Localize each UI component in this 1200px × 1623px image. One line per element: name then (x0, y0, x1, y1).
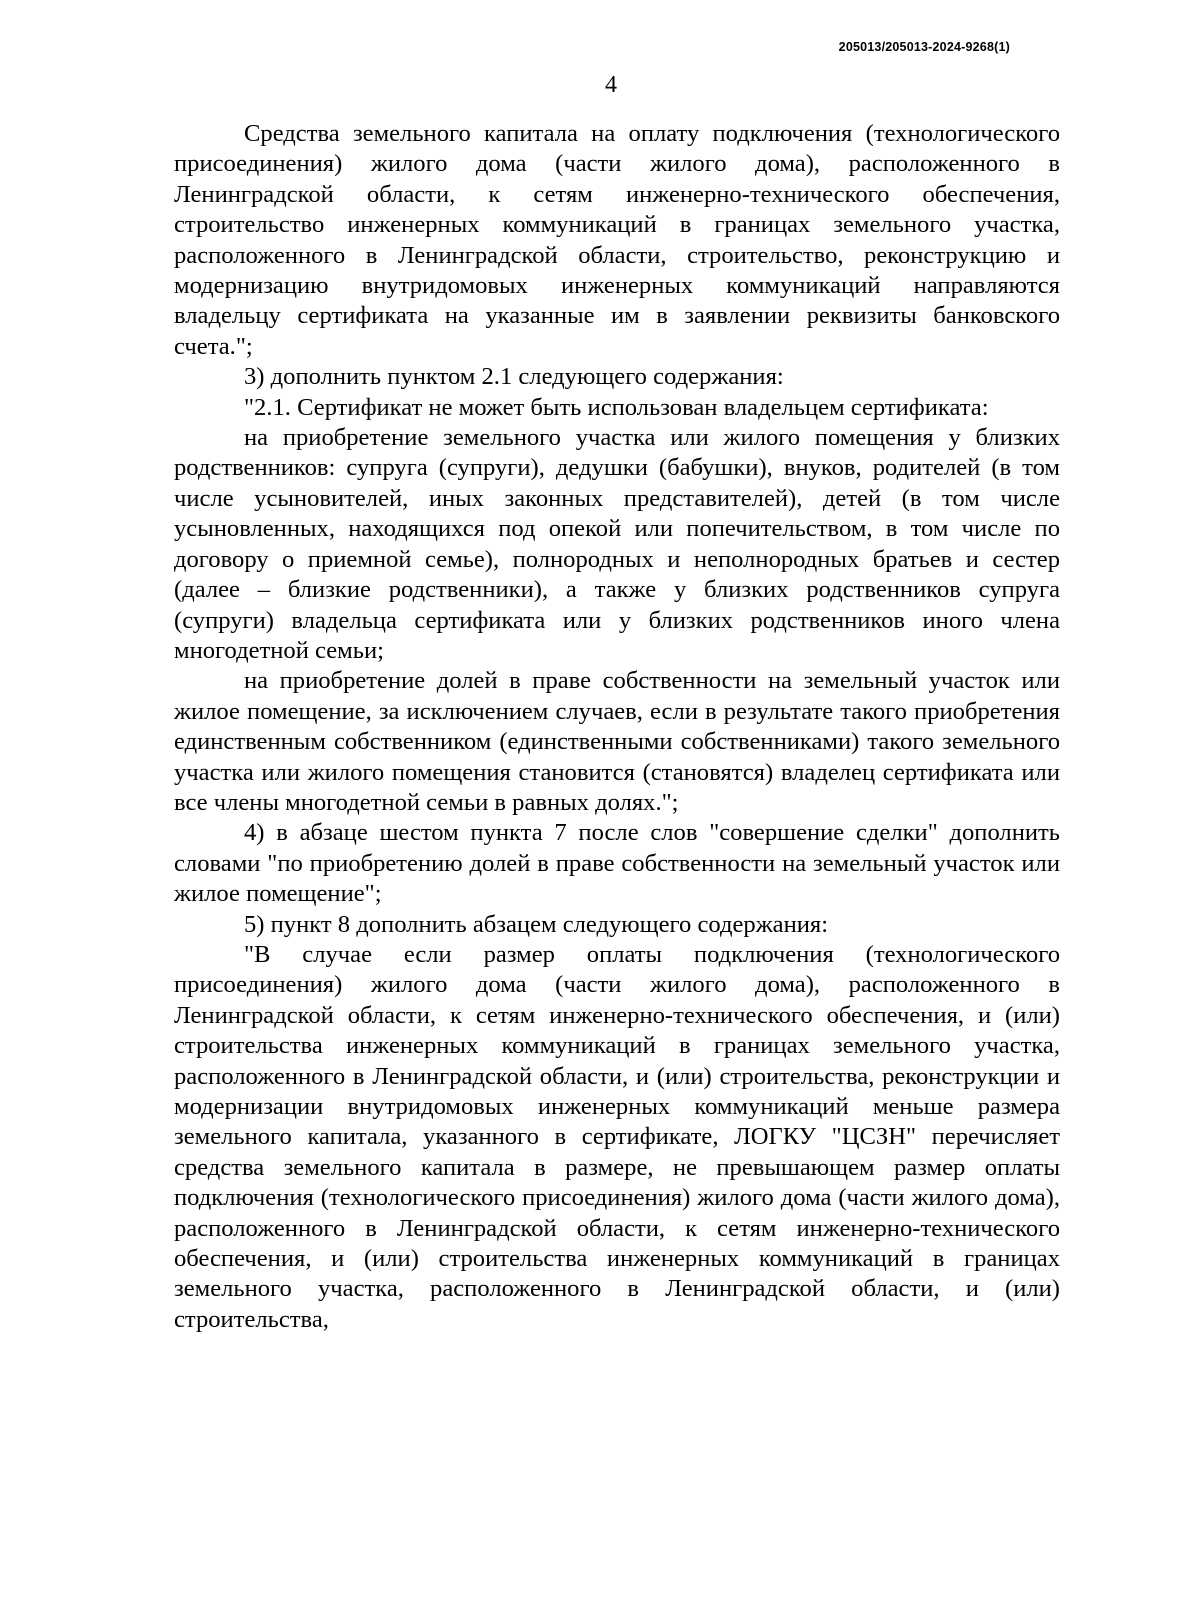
paragraph-amendment-5: 5) пункт 8 дополнить абзацем следующего содержания: (244, 910, 829, 938)
paragraph-amendment-4: 4) в абзаце шестом пункта 7 после слов "совершение сделки" дополнить словами "по приобретению долей в праве собственности на земельный участок или жилое помещение"; (174, 819, 1060, 908)
paragraph-funds-transfer: Средства земельного капитала на оплату подключения (технологического присоединения) жилого дома (части жилого дома), расположенного в Ленинградской области, к сетям инженерно-технического обеспечения, строительство инженерных коммуникаций в границах земельного участка, расположенного в Ленинградской области, строительство, реконструкцию и модернизацию внутридомовых инженерных коммуникаций направляются владельцу сертификата на указанные им в заявлении реквизиты банковского счета."; (174, 120, 1060, 360)
paragraph-amendment-3: 3) дополнить пунктом 2.1 следующего содержания: (244, 363, 784, 391)
document-body (174, 119, 1060, 1335)
paragraph-shares-restriction: на приобретение долей в праве собственности на земельный участок или жилое помещение, за исключением случаев, если в результате такого приобретения единственным собственником (единственными собственниками) такого земельного участка или жилого помещения становится (становятся) владелец сертификата или все члены многодетной семьи в равных долях."; (174, 667, 1060, 816)
document-registration-number: 205013/205013-2024-9268(1) (838, 40, 1010, 54)
paragraph-payment-amount: "В случае если размер оплаты подключения (технологического присоединения) жилого дома (части жилого дома), расположенного в Ленинградской области, к сетям инженерно-технического обеспечения, и (или) строительства инженерных коммуникаций в границах земельного участка, расположенного в Ленинградской области, и (или) строительства, реконструкции и модернизации внутридомовых инженерных коммуникаций меньше размера земельного капитала, указанного в сертификате, ЛОГКУ "ЦСЗН" перечисляет средства земельного капитала в размере, не превышающем размер оплаты подключения (технологического присоединения) жилого дома (части жилого дома), расположенного в Ленинградской области, к сетям инженерно-технического обеспечения, и (или) строительства инженерных коммуникаций в границах земельного участка, расположенного в Ленинградской области, и (или) строительства, (174, 940, 1060, 1333)
paragraph-clause-2-1: "2.1. Сертификат не может быть использован владельцем сертификата: (244, 393, 989, 421)
paragraph-relatives-restriction: на приобретение земельного участка или жилого помещения у близких родственников: супруга (супруги), дедушки (бабушки), внуков, родителей (в том числе усыновителей, иных законных представителей), детей (в том числе усыновленных, находящихся под опекой или попечительством, в том числе по договору о приемной семье), полнородных и неполнородных братьев и сестер (далее – близкие родственники), а также у близких родственников супруга (супруги) владельца сертификата или у близких родственников иного члена многодетной семьи; (174, 424, 1060, 664)
page-number: 4 (605, 72, 617, 98)
